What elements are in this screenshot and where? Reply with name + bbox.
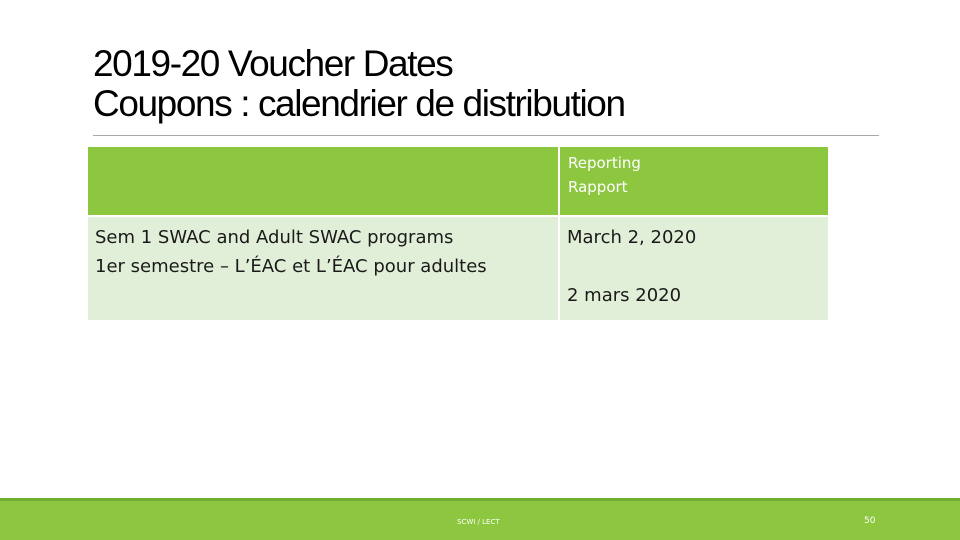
slide-number: 50 xyxy=(864,516,876,526)
table-row xyxy=(87,216,829,321)
footer-bar xyxy=(0,498,960,540)
title-underline xyxy=(93,135,879,136)
date-cell xyxy=(559,216,829,321)
program-fr: 1er semestre – L’ÉAC et L’ÉAC pour adultes xyxy=(95,256,487,277)
date-fr: 2 mars 2020 xyxy=(567,285,682,306)
program-en: Sem 1 SWAC and Adult SWAC programs xyxy=(95,227,454,248)
slide-title xyxy=(93,44,625,124)
header-reporting-fr: Rapport xyxy=(568,178,628,196)
date-spacer xyxy=(567,252,820,281)
date-en: March 2, 2020 xyxy=(567,227,697,248)
title-french: Coupons : calendrier de distribution xyxy=(93,83,625,124)
header-cell-program xyxy=(87,146,559,216)
header-cell-reporting xyxy=(559,146,829,216)
footer-organization: SCWI / LECT xyxy=(457,518,500,526)
voucher-dates-table xyxy=(86,145,830,322)
footer-top-line xyxy=(0,498,960,501)
program-cell xyxy=(87,216,559,321)
header-reporting-en: Reporting xyxy=(568,154,641,172)
table-header-row xyxy=(87,146,829,216)
title-english: 2019-20 Voucher Dates xyxy=(93,43,453,84)
